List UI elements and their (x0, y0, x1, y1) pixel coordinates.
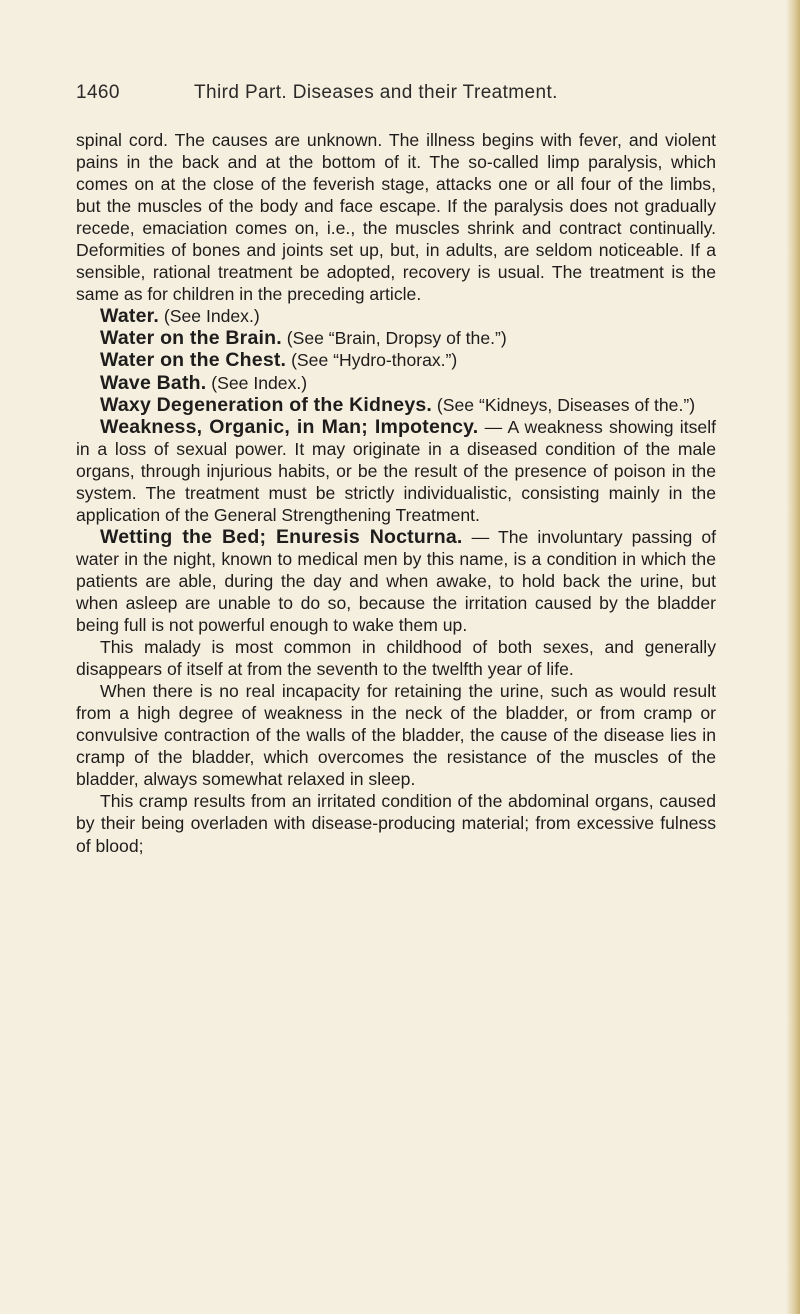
entry-heading: Water on the Chest. (100, 349, 287, 372)
entry-water-on-the-brain (76, 327, 716, 349)
entry-text: (See “Kidneys, Diseases of the.”) (432, 394, 696, 415)
entry-water-on-the-chest (76, 349, 716, 371)
running-header (76, 82, 736, 104)
entry-text: (See “Hydro-thorax.”) (286, 350, 458, 371)
paragraph: spinal cord. The causes are unknown. The illness begins with fever, and violent pains in the back and at the bottom of it. The so-called limp paralysis, which comes on at the close of the feverish stage, attacks one or all four of the limbs, but the muscles of the body and face escape. If the paralysis does not gradually recede, emaciation comes on, i.e., the muscles shrink and contract continually. Deformities of bones and joints set up, but, in adults, are seldom noticeable. If a sensible, rational treatment be adopted, recovery is usual. The treatment is the same as for children in the preceding article. (76, 130, 716, 305)
entry-text: — The involuntary passing of water in the night, known to medical men by this name, is a condition in which the patients are able, during the day and when awake, to hold back the urine, but when asleep are unable to do so, because the irritation caused by the bladder being full is not powerful enough to wake them up. (76, 526, 716, 636)
entry-heading: Weakness, Organic, in Man; Impotency. (100, 415, 479, 438)
entry-waxy-degeneration (76, 394, 716, 416)
entry-heading: Wave Bath. (100, 371, 207, 394)
paragraph: This malady is most common in childhood of both sexes, and generally disappears of itself at from the seventh to the twelfth year of life. (76, 637, 716, 680)
entry-water (76, 305, 716, 327)
paragraph: When there is no real incapacity for retaining the urine, such as would result from a high degree of weakness in the neck of the bladder, or from cramp or convulsive contraction of the walls of the bladder, the cause of the disease lies in cramp of the bladder, which overcomes the resistance of the muscles of the bladder, always somewhat relaxed in sleep. (76, 681, 716, 790)
entry-text: (See Index.) (159, 306, 260, 327)
entry-text: — A weakness showing itself in a loss of sexual power. It may originate in a diseased condition of the male organs, through injurious habits, or be the result of the presence of poison in the system. The treatment must be strictly individualistic, consisting mainly in the application of the General Strengthening Treatment. (76, 416, 716, 525)
running-title: Third Part. Diseases and their Treatment. (194, 82, 558, 103)
page-edge (786, 0, 800, 1314)
paragraph: This cramp results from an irritated condition of the abdominal organs, caused by their being overladen with disease-producing material; from excessive fulness of blood; (76, 791, 716, 856)
entry-heading: Waxy Degeneration of the Kidneys. (100, 393, 433, 416)
entry-wave-bath (76, 372, 716, 394)
entry-heading: Water. (100, 305, 159, 328)
page-number: 1460 (76, 82, 120, 103)
entry-heading: Wetting the Bed; Enuresis Nocturna. (100, 525, 463, 548)
entry-heading: Water on the Brain. (100, 327, 282, 350)
entry-weakness-organic (76, 416, 716, 526)
entry-text: (See “Brain, Dropsy of the.”) (281, 328, 507, 349)
body-text (76, 129, 716, 857)
entry-text: (See Index.) (206, 372, 308, 393)
entry-wetting-the-bed (76, 526, 716, 636)
